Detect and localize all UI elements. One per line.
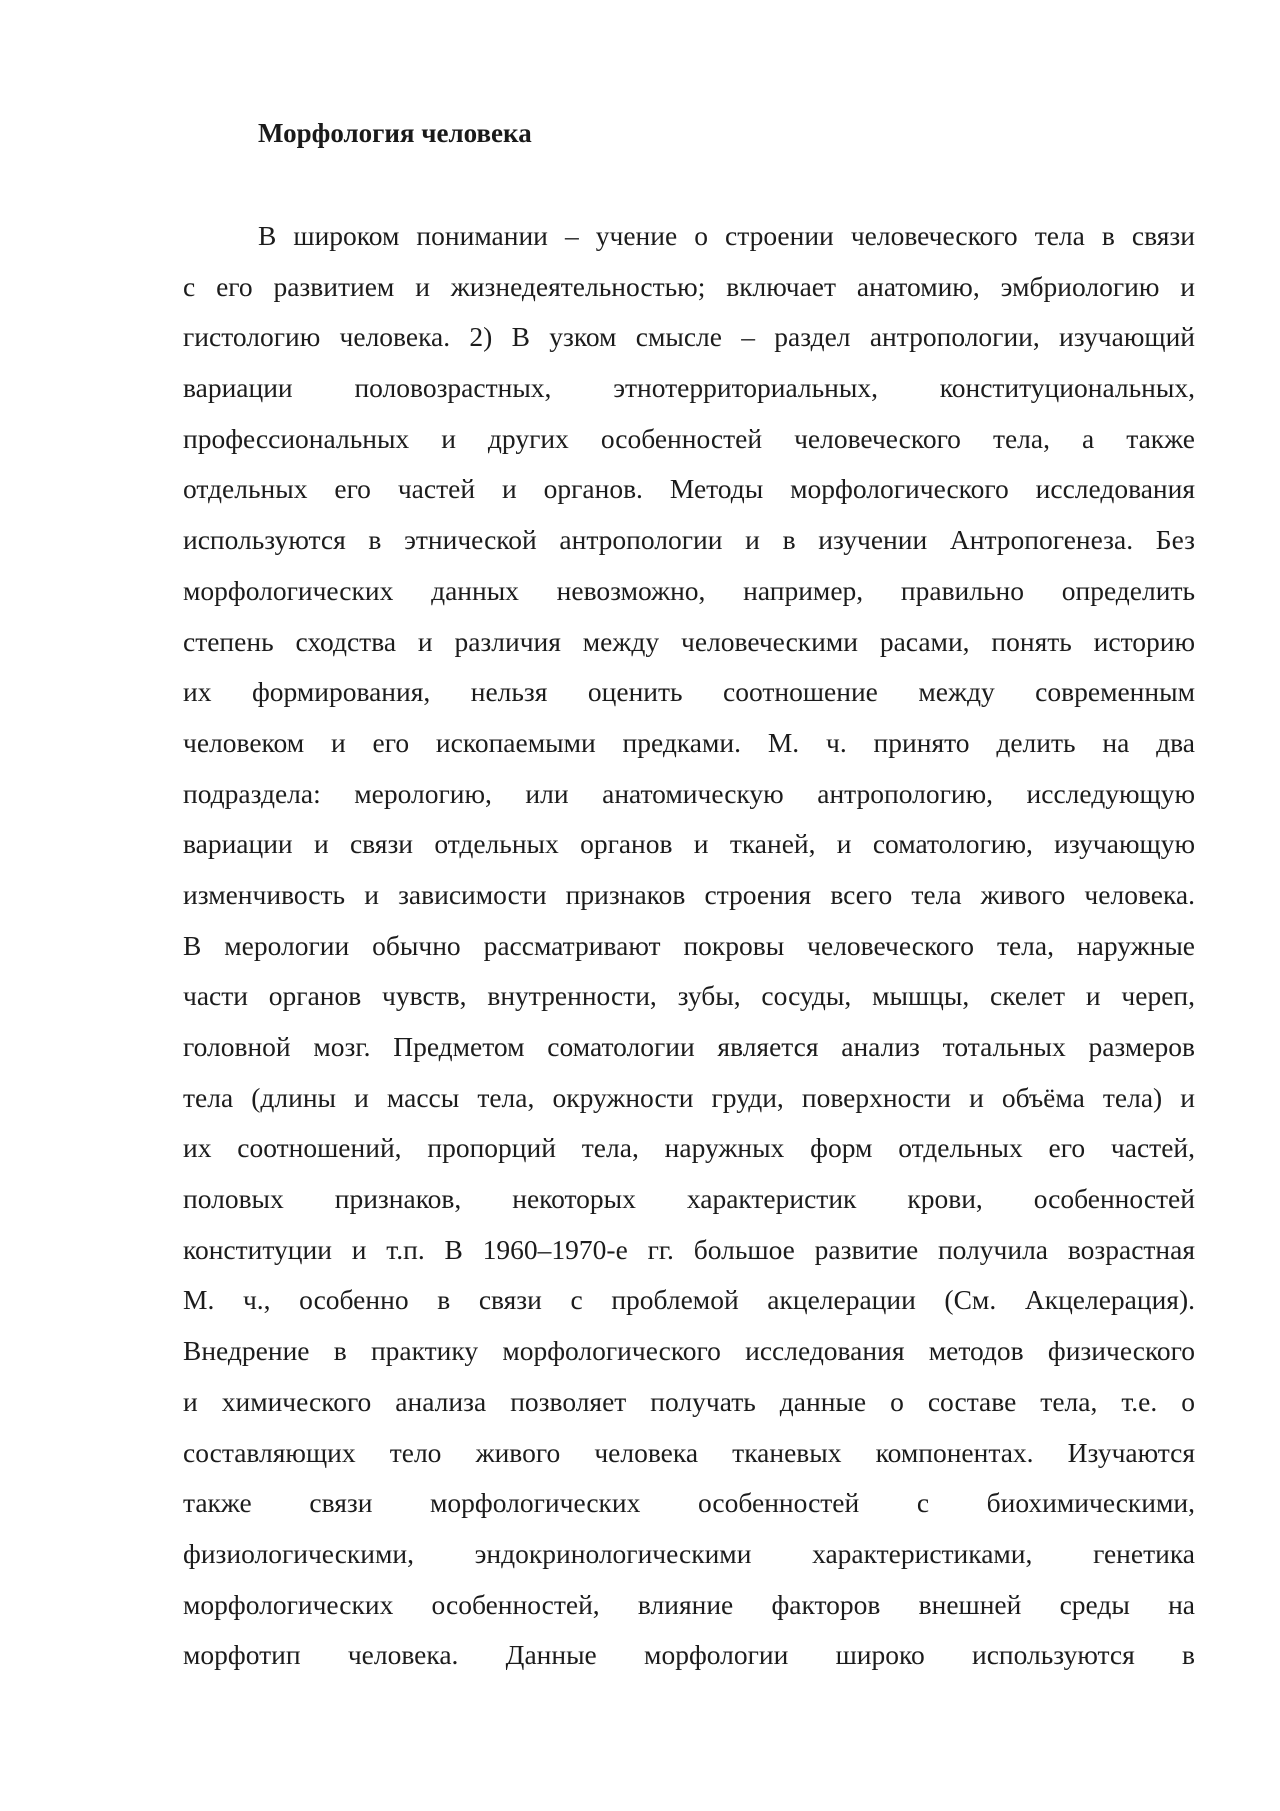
text-line: составляющих тело живого человека тканевых компонентах. Изучаются [183, 1436, 1195, 1468]
text-line: профессиональных и других особенностей человеческого тела, а также [183, 422, 1195, 454]
text-line: гистологию человека. 2) В узком смысле – раздел антропологии, изучающий [183, 321, 1195, 353]
text-line: морфотип человека. Данные морфологии широко используются в [183, 1639, 1195, 1671]
document-body [183, 211, 1195, 1681]
text-line: используются в этнической антропологии и в изучении Антропогенеза. Без [183, 524, 1195, 556]
text-line: степень сходства и различия между человеческими расами, понять историю [183, 625, 1195, 657]
text-line: тела (длины и массы тела, окружности груди, поверхности и объёма тела) и [183, 1081, 1195, 1113]
text-line: физиологическими, эндокринологическими характеристиками, генетика [183, 1537, 1195, 1569]
text-line: морфологических особенностей, влияние факторов внешней среды на [183, 1588, 1195, 1620]
text-line: и химического анализа позволяет получать данные о составе тела, т.е. о [183, 1385, 1195, 1417]
text-line: подраздела: мерологию, или анатомическую антропологию, исследующую [183, 777, 1195, 809]
text-line: вариации и связи отдельных органов и тканей, и соматологию, изучающую [183, 828, 1195, 860]
text-line: с его развитием и жизнедеятельностью; включает анатомию, эмбриологию и [183, 270, 1195, 302]
text-line: половых признаков, некоторых характеристик крови, особенностей [183, 1183, 1195, 1215]
text-line: человеком и его ископаемыми предками. М. ч. принято делить на два [183, 726, 1195, 758]
document-title: Морфология человека [258, 118, 532, 148]
text-line: М. ч., особенно в связи с проблемой акцелерации (См. Акцелерация). [183, 1284, 1195, 1316]
text-line: их соотношений, пропорций тела, наружных форм отдельных его частей, [183, 1132, 1195, 1164]
text-line: головной мозг. Предметом соматологии является анализ тотальных размеров [183, 1031, 1195, 1062]
text-line: В мерологии обычно рассматривают покровы человеческого тела, наружные [183, 929, 1195, 961]
text-line: части органов чувств, внутренности, зубы, сосуды, мышцы, скелет и череп, [183, 980, 1195, 1012]
text-line: отдельных его частей и органов. Методы морфологического исследования [183, 473, 1195, 505]
text-line: также связи морфологических особенностей с биохимическими, [183, 1487, 1195, 1519]
text-line: Внедрение в практику морфологического исследования методов физического [183, 1335, 1195, 1367]
text-line: изменчивость и зависимости признаков строения всего тела живого человека. [183, 878, 1195, 910]
text-line: их формирования, нельзя оценить соотношение между современным [183, 676, 1195, 708]
text-line: конституции и т.п. В 1960–1970-е гг. большое развитие получила возрастная [183, 1233, 1195, 1265]
text-line: вариации половозрастных, этнотерриториальных, конституциональных, [183, 372, 1195, 404]
text-line: В широком понимании – учение о строении человеческого тела в связи [258, 220, 1195, 251]
text-line: морфологических данных невозможно, например, правильно определить [183, 574, 1195, 606]
